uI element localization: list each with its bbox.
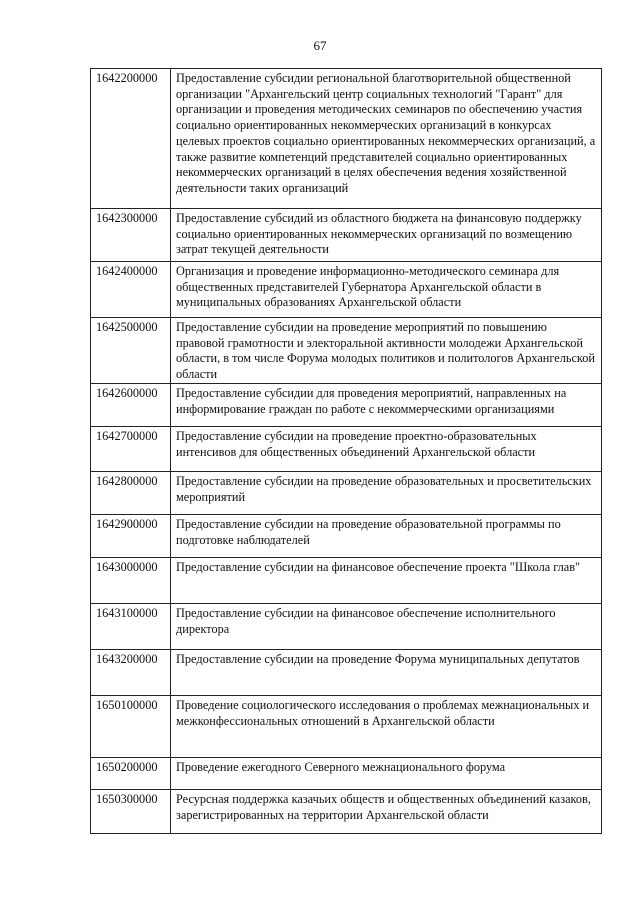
table-row (91, 603, 602, 649)
code-cell: 1643100000 (91, 603, 171, 649)
table-row (91, 649, 602, 695)
budget-code-table (90, 68, 602, 834)
description-cell: Предоставление субсидии на проведение проектно-образовательных интенсивов для общественных объединений Архангельской области (171, 426, 602, 471)
description-cell: Предоставление субсидии на проведение Форума муниципальных депутатов (171, 649, 602, 695)
table-row (91, 383, 602, 426)
code-cell: 1643000000 (91, 557, 171, 603)
table-row (91, 514, 602, 557)
description-cell: Предоставление субсидии для проведения мероприятий, направленных на информирование граждан по работе с некоммерческими организациями (171, 383, 602, 426)
code-cell: 1642700000 (91, 426, 171, 471)
table-row (91, 426, 602, 471)
table-row (91, 695, 602, 757)
table-row (91, 262, 602, 318)
description-cell: Предоставление субсидии региональной благотворительной общественной организации "Архангельский центр социальных технологий "Гарант" для организации и проведения методических семинаров по обеспечению участия социально ориентированных некоммерческих организаций в конкурсах целевых проектов социально ориентированных некоммерческих организаций, а также развитие компетенций представителей социально ориентированных некоммерческих организаций в целях обеспечения ведения хозяйственной деятельности таких организаций (171, 69, 602, 209)
code-cell: 1642300000 (91, 209, 171, 262)
code-cell: 1642500000 (91, 318, 171, 384)
description-cell: Организация и проведение информационно-методического семинара для общественных представителей Губернатора Архангельской области в муниципальных образованиях Архангельской области (171, 262, 602, 318)
code-cell: 1643200000 (91, 649, 171, 695)
description-cell: Предоставление субсидии на финансовое обеспечение исполнительного директора (171, 603, 602, 649)
table-row (91, 318, 602, 384)
description-cell: Проведение ежегодного Северного межнационального форума (171, 757, 602, 789)
table-row (91, 471, 602, 514)
code-cell: 1650200000 (91, 757, 171, 789)
table-row (91, 69, 602, 209)
table-row (91, 557, 602, 603)
page-number: 67 (313, 38, 327, 53)
description-cell: Предоставление субсидии на проведение образовательных и просветительских мероприятий (171, 471, 602, 514)
code-cell: 1642400000 (91, 262, 171, 318)
table-row (91, 209, 602, 262)
code-cell: 1650100000 (91, 695, 171, 757)
description-cell: Предоставление субсидии на проведение мероприятий по повышению правовой грамотности и электоральной активности молодежи Архангельской области, в том числе Форума молодых политиков и политологов Архангельской области (171, 318, 602, 384)
description-cell: Проведение социологического исследования о проблемах межнациональных и межконфессиональных отношений в Архангельской области (171, 695, 602, 757)
table-row (91, 757, 602, 789)
code-cell: 1642800000 (91, 471, 171, 514)
description-cell: Ресурсная поддержка казачьих обществ и общественных объединений казаков, зарегистрированных на территории Архангельской области (171, 789, 602, 833)
description-cell: Предоставление субсидий из областного бюджета на финансовую поддержку социально ориентированных некоммерческих организаций по возмещению затрат текущей деятельности (171, 209, 602, 262)
description-cell: Предоставление субсидии на финансовое обеспечение проекта "Школа глав" (171, 557, 602, 603)
code-cell: 1642200000 (91, 69, 171, 209)
table-row (91, 789, 602, 833)
code-cell: 1642900000 (91, 514, 171, 557)
code-cell: 1650300000 (91, 789, 171, 833)
description-cell: Предоставление субсидии на проведение образовательной программы по подготовке наблюдателей (171, 514, 602, 557)
code-cell: 1642600000 (91, 383, 171, 426)
